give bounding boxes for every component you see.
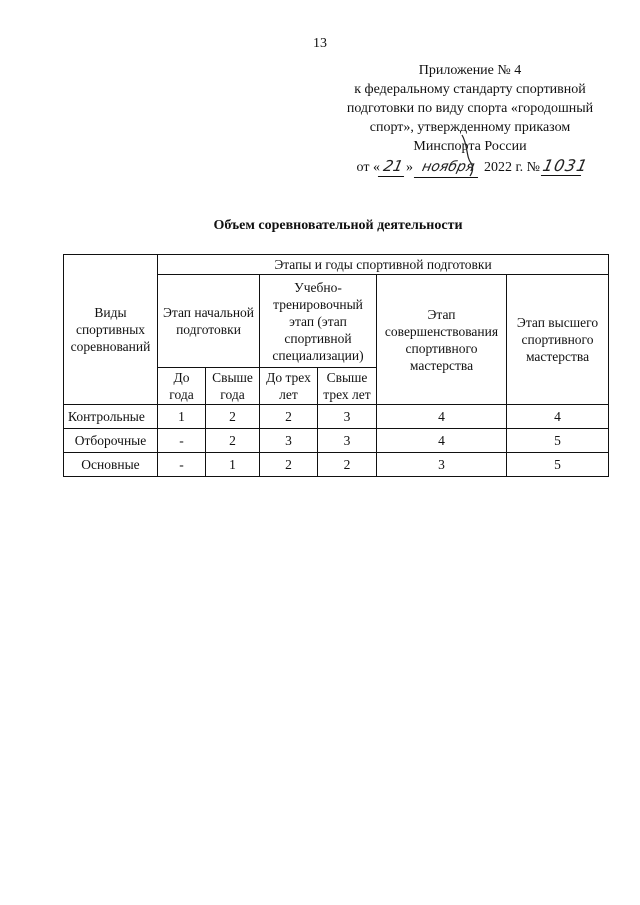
handwritten-month: ноября	[414, 158, 482, 178]
table-cell: 5	[507, 429, 609, 453]
handwritten-order-number: 1031	[541, 156, 591, 175]
table-cell: 3	[260, 429, 318, 453]
table-cell: 2	[318, 453, 377, 477]
table-row	[64, 429, 609, 453]
row-label: Контрольные	[64, 405, 158, 429]
table-row	[64, 453, 609, 477]
signature-stroke-icon	[458, 133, 484, 177]
table-cell: 4	[377, 405, 507, 429]
header-training-over-three: Свыше трех лет	[318, 368, 377, 405]
page-number: 13	[313, 36, 327, 51]
header-stage-training: Учебно-тренировочный этап (этап спортивной специализации)	[260, 275, 377, 368]
table-cell: 3	[318, 405, 377, 429]
row-label: Отборочные	[64, 429, 158, 453]
date-prefix: от «	[356, 160, 380, 175]
appendix-line-3: подготовки по виду спорта «городошный	[346, 101, 594, 116]
header-initial-over-year: Свыше года	[206, 368, 260, 405]
header-training-up-to-three: До трех лет	[260, 368, 318, 405]
table-cell: 4	[377, 429, 507, 453]
table-header-row	[64, 255, 609, 275]
table-cell: -	[158, 429, 206, 453]
handwritten-day: 21	[378, 157, 408, 177]
table-cell: 5	[507, 453, 609, 477]
table-cell: -	[158, 453, 206, 477]
table-row	[64, 405, 609, 429]
table-cell: 3	[318, 429, 377, 453]
row-label: Основные	[64, 453, 158, 477]
date-mid: »	[405, 160, 413, 175]
table-cell: 4	[507, 405, 609, 429]
table-cell: 2	[260, 453, 318, 477]
appendix-line-5: Минспорта России	[413, 139, 527, 154]
table-cell: 2	[206, 429, 260, 453]
header-competition-types: Виды спортивных соревнований	[64, 255, 158, 405]
appendix-line-2: к федеральному стандарту спортивной	[354, 82, 586, 97]
header-stage-initial: Этап начальной подготовки	[158, 275, 260, 368]
table-cell: 3	[377, 453, 507, 477]
document-title: Объем соревновательной деятельности	[213, 218, 463, 233]
table-cell: 2	[206, 405, 260, 429]
table-cell: 1	[158, 405, 206, 429]
date-year: 2022 г. №	[483, 160, 540, 175]
header-stage-highest: Этап высшего спортивного мастерства	[507, 275, 609, 405]
table-cell: 1	[206, 453, 260, 477]
appendix-line-4: спорт», утвержденному приказом	[369, 120, 571, 135]
table-cell: 2	[260, 405, 318, 429]
header-stage-perfection: Этап совершенствования спортивного мастерства	[377, 275, 507, 405]
appendix-line-1: Приложение № 4	[418, 63, 522, 78]
competition-volume-table	[63, 254, 609, 477]
header-stages-group: Этапы и годы спортивной подготовки	[158, 255, 609, 275]
header-initial-up-to-year: До года	[158, 368, 206, 405]
